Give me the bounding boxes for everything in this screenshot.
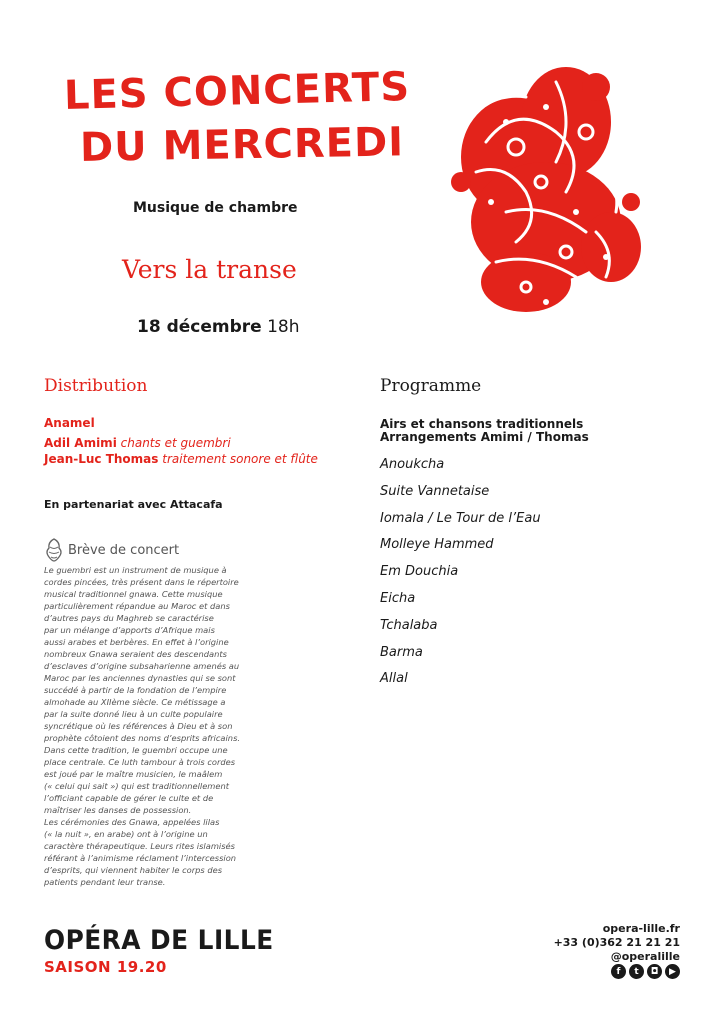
artist-name: Adil Amimi	[44, 436, 117, 450]
concert-date: 18 décembre	[137, 317, 262, 337]
partnership-note: En partenariat avec Attacafa	[44, 498, 223, 511]
facebook-icon[interactable]: f	[611, 964, 626, 979]
artist-line	[44, 452, 318, 466]
programme-item: Iomala / Le Tour de l’Eau	[380, 510, 541, 526]
programme-item: Molleye Hammed	[380, 537, 494, 553]
artist-name: Jean-Luc Thomas	[44, 452, 159, 466]
series-title-line2: DU MERCREDI	[79, 119, 405, 171]
concert-time: 18h	[267, 317, 300, 337]
series-title-line1: LES CONCERTS	[63, 63, 411, 119]
website-link[interactable]: opera-lille.fr	[602, 922, 680, 935]
breve-title: Brève de concert	[68, 543, 180, 558]
programme-arrangement: Arrangements Amimi / Thomas	[380, 430, 589, 444]
programme-item: Barma	[380, 644, 423, 660]
programme-item: Em Douchia	[380, 564, 459, 580]
artist-role: chants et guembri	[120, 436, 231, 450]
programme-heading: Programme	[380, 376, 482, 396]
opera-logo: OPÉRA DE LILLE	[44, 925, 274, 956]
youtube-icon[interactable]: ▶	[665, 964, 680, 979]
phone-number: +33 (0)362 21 21 21	[553, 936, 680, 949]
distribution-heading: Distribution	[44, 376, 148, 396]
breve-text: Le guembri est un instrument de musique à cordes pincées, très présent dans le répertoire musical traditionnel gnawa. Cette musique particulièrement répandue au Maroc et dans d’autres pays du Maghreb se caractérise par un mélange d’apports d’Afrique mais aussi arabes et berbères. En effet à l’origine nombreux Gnawa seraient des descendants d’esclaves d’origine subsaharienne amenés au Maroc par les anciennes dynasties qui se sont succédé à partir de la fondation de l’empire almohade au XIIème siècle. Ce métissage a par la suite donné lieu à un culte populaire syncrétique où les références à Dieu et à son prophète côtoient des noms d’esprits africains. Dans cette tradition, le guembri occupe une place centrale. Ce luth tambour à trois cordes est joué par le maître musicien, le maâlem (« celui qui sait ») qui est traditionnellement l’officiant capable de gérer le culte et de maîtriser les danses de possession. Les cérémonies des Gnawa, appelées lilas (« la nuit », en arabe) ont à l’origine un caractère thérapeutique. Leurs rites islamisés référant à l’animisme réclament l’intercession d’esprits, qui viennent habiter le corps des patients pendant leur transe.	[44, 565, 241, 887]
bird-illustration	[446, 62, 646, 324]
date-line	[137, 317, 300, 337]
programme-item: Anoukcha	[380, 457, 445, 472]
programme-list	[380, 456, 541, 697]
brooch-icon	[44, 538, 64, 562]
social-icons	[611, 964, 680, 979]
programme-item: Tchalaba	[380, 617, 438, 633]
ensemble-name: Anamel	[44, 416, 95, 430]
twitter-icon[interactable]: t	[629, 964, 644, 979]
programme-item: Suite Vannetaise	[380, 483, 490, 499]
artist-role: traitement sonore et flûte	[162, 452, 318, 466]
programme-item: Allal	[380, 671, 408, 687]
series-subtitle: Musique de chambre	[133, 200, 298, 216]
instagram-icon[interactable]: ◘	[647, 964, 662, 979]
social-handle: @operalille	[610, 950, 680, 963]
programme-subtitle: Airs et chansons traditionnels	[380, 417, 584, 431]
programme-item: Eicha	[380, 590, 416, 606]
season-label: SAISON 19.20	[44, 958, 167, 976]
artist-line	[44, 436, 231, 450]
concert-title: Vers la transe	[122, 255, 297, 284]
